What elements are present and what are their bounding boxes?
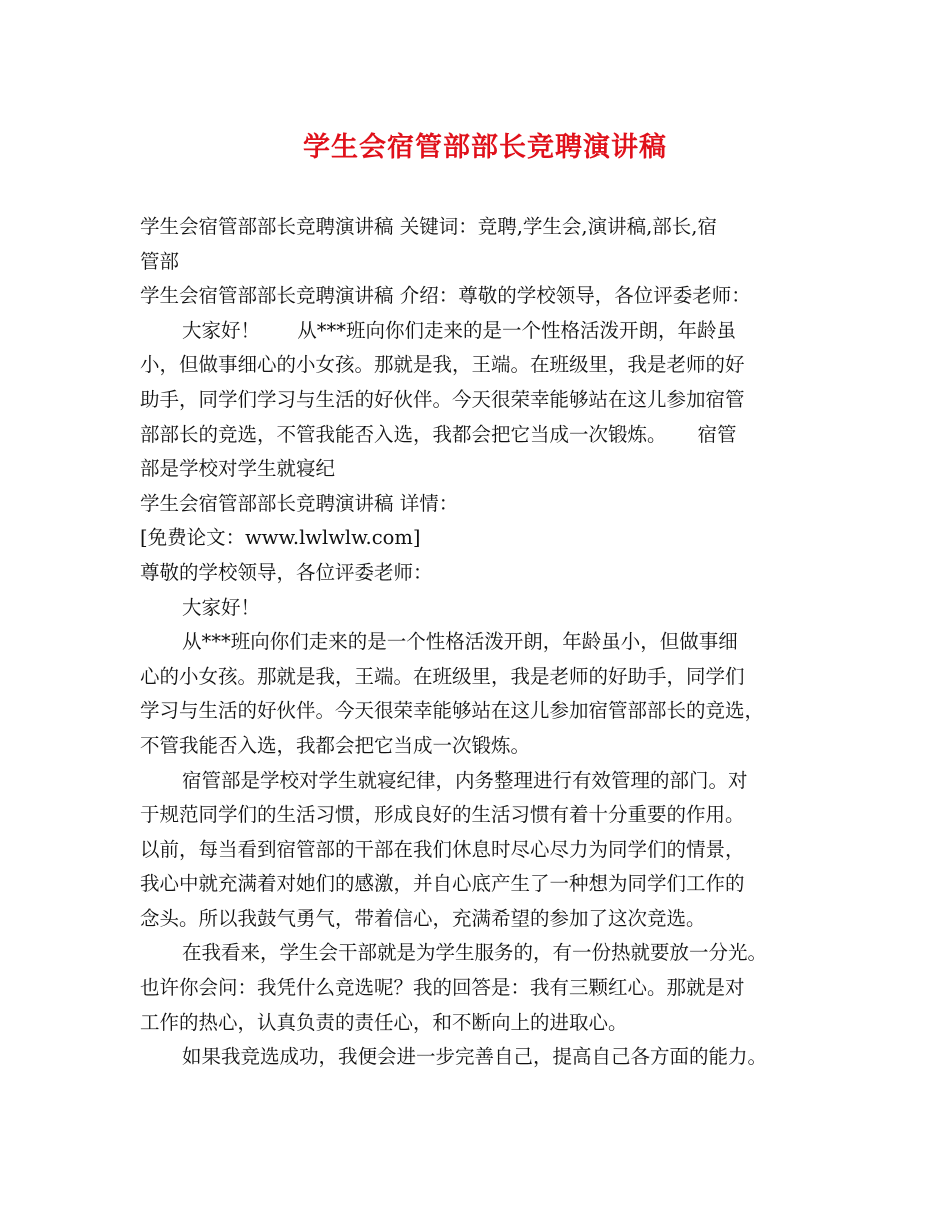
body-line-23: 也许你会问：我凭什么竞选呢？我的回答是：我有三颗红心。那就是对 xyxy=(140,976,745,1000)
body-line-12: 大家好！ xyxy=(182,595,261,619)
body-line-20: 我心中就充满着对她们的感激，并自心底产生了一种想为同学们工作的 xyxy=(140,872,745,896)
document-page xyxy=(140,120,830,1075)
body-line-11: 尊敬的学校领导，各位评委老师： xyxy=(140,560,433,584)
body-line-2: 管部 xyxy=(140,249,180,273)
body-line-13: 从***班向你们走来的是一个性格活泼开朗，年龄虽小，但做事细 xyxy=(182,630,738,654)
body-line-7: 部部长的竞选，不管我能否入选，我都会把它当成一次锻炼。 宿管 xyxy=(140,422,737,446)
body-line-16: 不管我能否入选，我都会把它当成一次锻炼。 xyxy=(140,733,531,757)
body-line-4: 大家好！ 从***班向你们走来的是一个性格活泼开朗，年龄虽 xyxy=(182,318,736,342)
body-line-5: 小，但做事细心的小女孩。那就是我，王端。在班级里，我是老师的好 xyxy=(140,353,745,377)
document-body xyxy=(140,210,830,1075)
body-line-25: 如果我竞选成功，我便会进一步完善自己，提高自己各方面的能力。 xyxy=(182,1045,768,1069)
body-line-18: 于规范同学们的生活习惯，形成良好的生活习惯有着十分重要的作用。 xyxy=(140,803,745,827)
body-line-3: 学生会宿管部部长竞聘演讲稿 介绍：尊敬的学校领导，各位评委老师： xyxy=(140,284,751,308)
body-line-6: 助手，同学们学习与生活的好伙伴。今天很荣幸能够站在这儿参加宿管 xyxy=(140,387,745,411)
body-line-9: 学生会宿管部部长竞聘演讲稿 详情： xyxy=(140,491,459,515)
body-line-21: 念头。所以我鼓气勇气，带着信心，充满希望的参加了这次竞选。 xyxy=(140,906,706,930)
body-line-14: 心的小女孩。那就是我，王端。在班级里，我是老师的好助手，同学们 xyxy=(140,664,745,688)
free-paper-link[interactable]: [免费论文：www.lwlwlw.com] xyxy=(140,526,421,550)
document-title: 学生会宿管部部长竞聘演讲稿 xyxy=(303,132,667,163)
body-line-8: 部是学校对学生就寝纪 xyxy=(140,457,336,481)
body-line-17: 宿管部是学校对学生就寝纪律，内务整理进行有效管理的部门。对 xyxy=(182,768,748,792)
body-line-24: 工作的热心，认真负责的责任心，和不断向上的进取心。 xyxy=(140,1010,628,1034)
body-line-15: 学习与生活的好伙伴。今天很荣幸能够站在这儿参加宿管部部长的竞选， xyxy=(140,699,765,723)
body-line-22: 在我看来，学生会干部就是为学生服务的，有一份热就要放一分光。 xyxy=(182,941,768,965)
body-line-1: 学生会宿管部部长竞聘演讲稿 关键词：竞聘,学生会,演讲稿,部长,宿 xyxy=(140,215,717,238)
body-line-19: 以前，每当看到宿管部的干部在我们休息时尽心尽力为同学们的情景， xyxy=(140,837,745,861)
